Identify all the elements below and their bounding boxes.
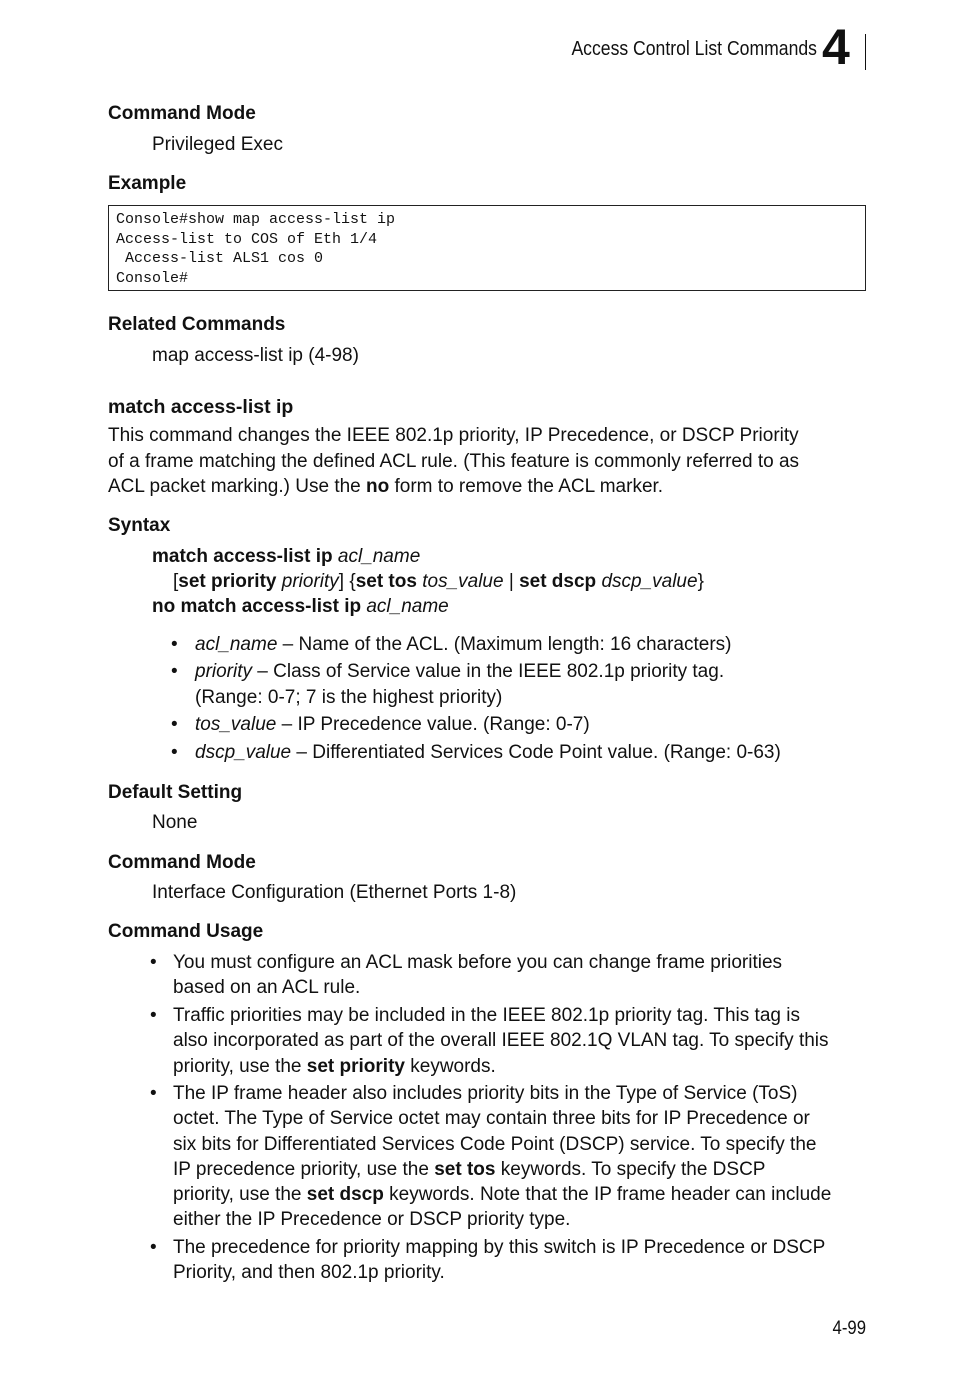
bullet: •	[171, 714, 178, 735]
command-mode-heading: Command Mode	[108, 852, 256, 873]
command-mode-value: Privileged Exec	[152, 134, 283, 155]
chapter-divider	[865, 34, 866, 70]
syntax-line-1: match access-list ip acl_name	[152, 546, 421, 567]
syntax-line-3: no match access-list ip acl_name	[152, 596, 449, 617]
code-line: Access-list to COS of Eth 1/4	[116, 230, 378, 248]
section-title: match access-list ip	[108, 396, 294, 418]
usage-item: The IP frame header also includes priority bits in the Type of Service (ToS) octet. The Type of Service octet may contain three bits for IP Precedence or six bits for Differentiated Services Code Point (DSCP) service. To specify the IP precedence priority, use the set tos keywords. To specify the DSCP priority, use the set dscp keywords. Note that the IP frame header can include either the IP Precedence or DSCP priority type.	[173, 1083, 832, 1231]
bullet: •	[171, 742, 178, 763]
bullet: •	[150, 1083, 157, 1104]
syntax-line-2: [set priority priority] {set tos tos_value | set dscp dscp_value}	[173, 571, 704, 592]
param-dscp-value: dscp_value – Differentiated Services Code Point value. (Range: 0-63)	[195, 742, 781, 763]
related-command-link[interactable]: map access-list ip (4-98)	[152, 345, 359, 366]
section-description	[108, 423, 868, 500]
code-line: Console#	[116, 269, 189, 287]
code-line: Console#show map access-list ip	[116, 211, 396, 228]
bullet: •	[171, 661, 178, 682]
description-line: of a frame matching the defined ACL rule. (This feature is commonly referred to as	[108, 450, 800, 472]
example-heading: Example	[108, 173, 187, 194]
chapter-number: 4	[822, 19, 850, 75]
related-commands-heading: Related Commands	[108, 314, 286, 335]
default-setting-heading: Default Setting	[108, 782, 243, 803]
bullet: •	[171, 634, 178, 655]
command-usage-heading: Command Usage	[108, 921, 264, 942]
usage-item: You must configure an ACL mask before you can change frame priorities based on an ACL rule.	[173, 952, 783, 999]
running-header-title: Access Control List Commands	[571, 38, 817, 60]
param-tos-value: tos_value – IP Precedence value. (Range: 0-7)	[195, 714, 590, 735]
description-line: This command changes the IEEE 802.1p priority, IP Precedence, or DSCP Priority	[108, 425, 799, 446]
command-mode-heading: Command Mode	[108, 103, 256, 124]
bullet: •	[150, 952, 157, 973]
param-acl-name: acl_name – Name of the ACL. (Maximum length: 16 characters)	[195, 634, 732, 655]
command-mode-value: Interface Configuration (Ethernet Ports 1-8)	[152, 882, 517, 903]
bullet: •	[150, 1237, 157, 1258]
usage-item: Traffic priorities may be included in the IEEE 802.1p priority tag. This tag is also incorporated as part of the overall IEEE 802.1Q VLAN tag. To specify this priority, use the set priority keywords.	[173, 1005, 829, 1077]
bullet: •	[150, 1005, 157, 1026]
description-line: ACL packet marking.) Use the no form to remove the ACL marker.	[108, 476, 664, 497]
page-number: 4-99	[832, 1318, 866, 1339]
default-setting-value: None	[152, 812, 198, 833]
param-priority: priority – Class of Service value in the IEEE 802.1p priority tag. (Range: 0-7; 7 is the highest priority)	[195, 661, 725, 708]
syntax-heading: Syntax	[108, 515, 171, 536]
no-keyword: no	[366, 476, 390, 497]
code-line: Access-list ALS1 cos 0	[116, 250, 324, 267]
example-code-block	[108, 205, 866, 291]
usage-item: The precedence for priority mapping by this switch is IP Precedence or DSCP Priority, and then 802.1p priority.	[173, 1237, 826, 1284]
